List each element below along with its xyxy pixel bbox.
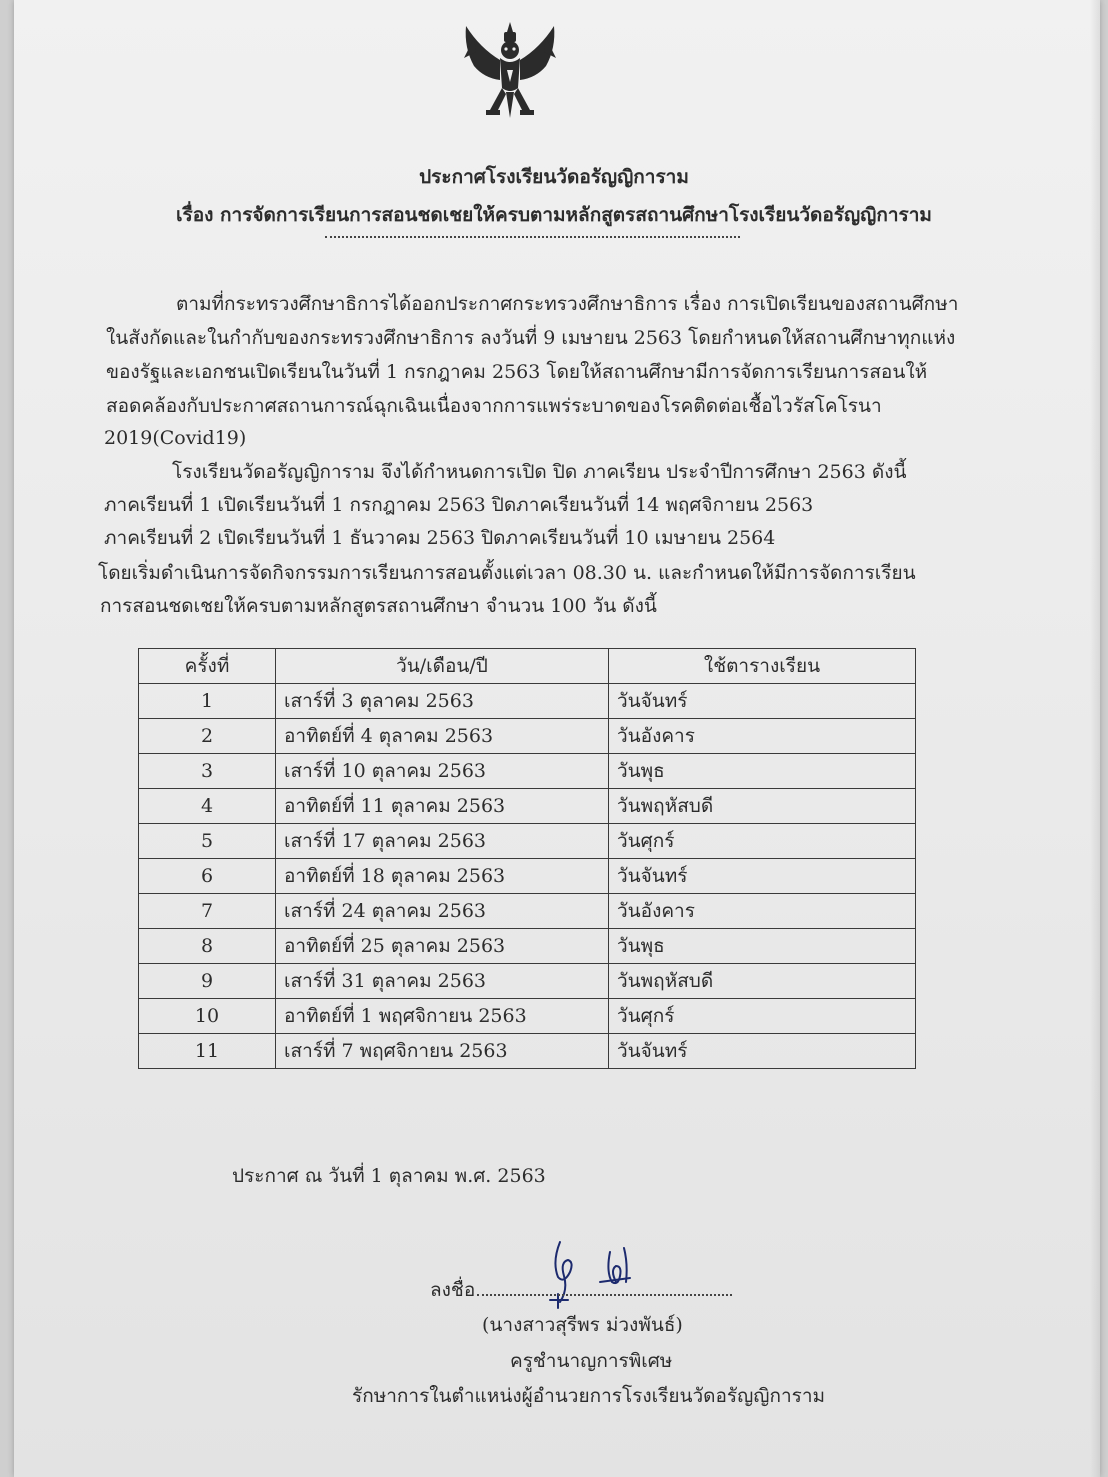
title-dotted-divider <box>325 236 740 238</box>
session-timetable: วันพุธ <box>609 929 916 964</box>
session-timetable: วันพฤหัสบดี <box>609 789 916 824</box>
signature-dotted-line <box>477 1294 732 1296</box>
session-number: 8 <box>139 929 276 964</box>
session-date: อาทิตย์ที่ 18 ตุลาคม 2563 <box>276 859 609 894</box>
table-row <box>139 894 916 929</box>
semester-2-line: ภาคเรียนที่ 2 เปิดเรียนวันที่ 1 ธันวาคม 2563 ปิดภาคเรียนวันที่ 10 เมษายน 2564 <box>104 527 776 549</box>
session-timetable: วันศุกร์ <box>609 999 916 1034</box>
session-date: เสาร์ที่ 10 ตุลาคม 2563 <box>276 754 609 789</box>
paragraph-line: โดยเริ่มดำเนินการจัดกิจกรรมการเรียนการสอนตั้งแต่เวลา 08.30 น. และกำหนดให้มีการจัดการเรียน <box>98 562 916 584</box>
session-number: 1 <box>139 684 276 719</box>
session-timetable: วันจันทร์ <box>609 684 916 719</box>
session-date: อาทิตย์ที่ 11 ตุลาคม 2563 <box>276 789 609 824</box>
session-date: เสาร์ที่ 17 ตุลาคม 2563 <box>276 824 609 859</box>
session-number: 9 <box>139 964 276 999</box>
session-date: เสาร์ที่ 3 ตุลาคม 2563 <box>276 684 609 719</box>
column-header-date: วัน/เดือน/ปี <box>276 649 609 684</box>
session-date: อาทิตย์ที่ 4 ตุลาคม 2563 <box>276 719 609 754</box>
table-row <box>139 859 916 894</box>
table-row <box>139 684 916 719</box>
signer-position: ครูชำนาญการพิเศษ <box>510 1350 673 1372</box>
makeup-schedule-table <box>138 648 916 1069</box>
session-number: 3 <box>139 754 276 789</box>
announcement-subject: เรื่อง การจัดการเรียนการสอนชดเชยให้ครบตามหลักสูตรสถานศึกษาโรงเรียนวัดอรัญญิการาม <box>176 204 932 226</box>
garuda-emblem-icon <box>450 18 570 126</box>
paragraph-line: โรงเรียนวัดอรัญญิการาม จึงได้กำหนดการเปิด ปิด ภาคเรียน ประจำปีการศึกษา 2563 ดังนี้ <box>172 461 907 483</box>
paragraph-line: สอดคล้องกับประกาศสถานการณ์ฉุกเฉินเนื่องจากการแพร่ระบาดของโรคติดต่อเชื้อไวรัสโคโรนา <box>106 395 882 417</box>
column-header-timetable: ใช้ตารางเรียน <box>609 649 916 684</box>
session-timetable: วันพฤหัสบดี <box>609 964 916 999</box>
session-number: 2 <box>139 719 276 754</box>
paragraph-line: ในสังกัดและในกำกับของกระทรวงศึกษาธิการ ลงวันที่ 9 เมษายน 2563 โดยกำหนดให้สถานศึกษาทุกแห่ง <box>106 327 956 349</box>
table-row <box>139 964 916 999</box>
session-number: 10 <box>139 999 276 1034</box>
table-row <box>139 754 916 789</box>
session-number: 4 <box>139 789 276 824</box>
session-date: อาทิตย์ที่ 1 พฤศจิกายน 2563 <box>276 999 609 1034</box>
session-date: เสาร์ที่ 31 ตุลาคม 2563 <box>276 964 609 999</box>
session-timetable: วันจันทร์ <box>609 1034 916 1069</box>
table-row <box>139 999 916 1034</box>
session-date: เสาร์ที่ 7 พฤศจิกายน 2563 <box>276 1034 609 1069</box>
table-header-row <box>139 649 916 684</box>
session-date: เสาร์ที่ 24 ตุลาคม 2563 <box>276 894 609 929</box>
session-number: 7 <box>139 894 276 929</box>
sign-label: ลงชื่อ <box>430 1279 476 1301</box>
session-number: 11 <box>139 1034 276 1069</box>
signer-name: (นางสาวสุรีพร ม่วงพันธ์) <box>482 1314 683 1336</box>
paragraph-line: การสอนชดเชยให้ครบตามหลักสูตรสถานศึกษา จำนวน 100 วัน ดังนี้ <box>100 595 657 617</box>
table-row <box>139 719 916 754</box>
paragraph-line: 2019(Covid19) <box>104 427 247 449</box>
table-row <box>139 789 916 824</box>
signature-line <box>430 1275 732 1305</box>
column-header-session: ครั้งที่ <box>139 649 276 684</box>
announcement-title: ประกาศโรงเรียนวัดอรัญญิการาม <box>419 166 689 188</box>
session-date: อาทิตย์ที่ 25 ตุลาคม 2563 <box>276 929 609 964</box>
signer-acting-role: รักษาการในตำแหน่งผู้อำนวยการโรงเรียนวัดอรัญญิการาม <box>352 1385 826 1407</box>
table-row <box>139 824 916 859</box>
session-timetable: วันอังคาร <box>609 719 916 754</box>
semester-1-line: ภาคเรียนที่ 1 เปิดเรียนวันที่ 1 กรกฎาคม 2563 ปิดภาคเรียนวันที่ 14 พฤศจิกายน 2563 <box>104 494 814 516</box>
paragraph-line: ของรัฐและเอกชนเปิดเรียนในวันที่ 1 กรกฎาคม 2563 โดยให้สถานศึกษามีการจัดการเรียนการสอนให้ <box>106 361 928 383</box>
session-timetable: วันพุธ <box>609 754 916 789</box>
session-number: 5 <box>139 824 276 859</box>
session-timetable: วันอังคาร <box>609 894 916 929</box>
session-timetable: วันจันทร์ <box>609 859 916 894</box>
session-timetable: วันศุกร์ <box>609 824 916 859</box>
table-row <box>139 929 916 964</box>
announcement-date: ประกาศ ณ วันที่ 1 ตุลาคม พ.ศ. 2563 <box>232 1165 546 1187</box>
session-number: 6 <box>139 859 276 894</box>
paragraph-line: ตามที่กระทรวงศึกษาธิการได้ออกประกาศกระทรวงศึกษาธิการ เรื่อง การเปิดเรียนของสถานศึกษา <box>176 293 959 315</box>
table-row <box>139 1034 916 1069</box>
